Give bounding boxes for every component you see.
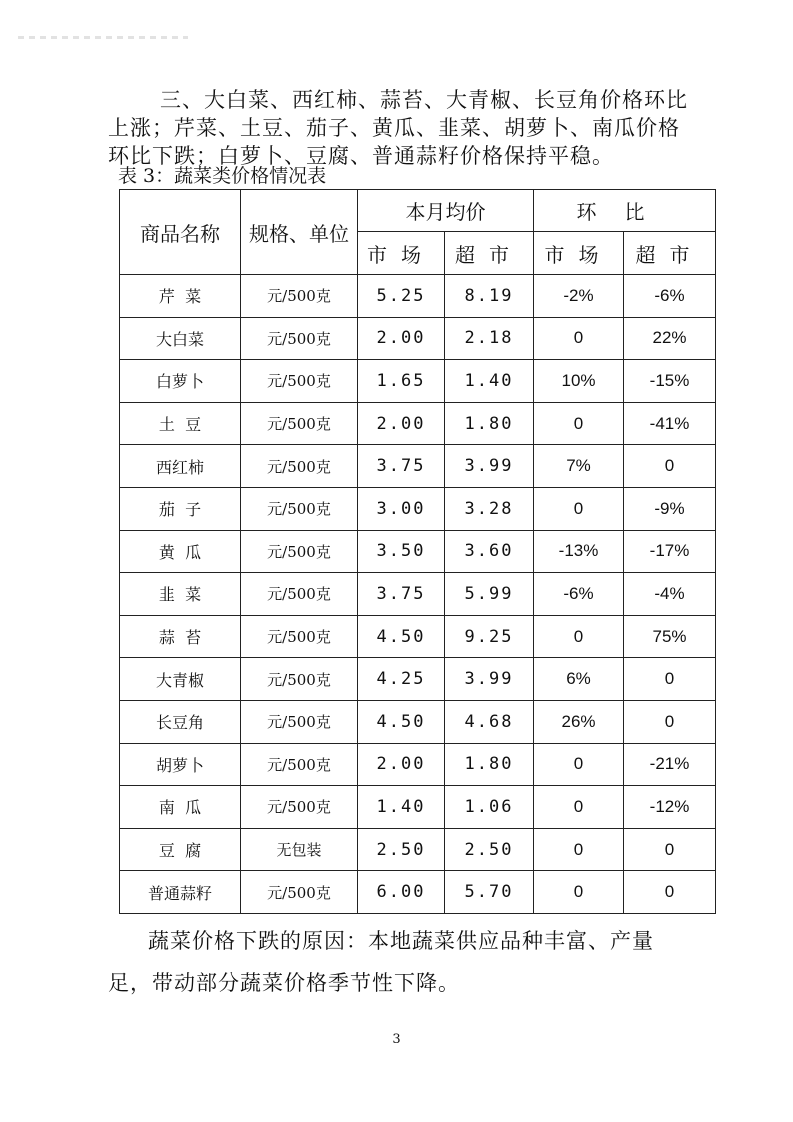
cell-mom-market: 10% — [534, 360, 624, 403]
cell-name: 韭 菜 — [120, 573, 241, 616]
table-row — [120, 275, 716, 318]
cell-avg-market: 3.00 — [358, 487, 445, 530]
table-row — [120, 700, 716, 743]
cell-avg-supermarket: 3.99 — [445, 445, 534, 488]
header-mom-market: 市场 — [534, 232, 624, 275]
cell-mom-market: 0 — [534, 615, 624, 658]
cell-mom-market: 0 — [534, 743, 624, 786]
cell-mom-supermarket: 75% — [624, 615, 716, 658]
cell-mom-supermarket: -4% — [624, 573, 716, 616]
cell-spec: 无包装 — [241, 828, 358, 871]
cell-spec: 元/500克 — [241, 786, 358, 829]
cell-name: 长豆角 — [120, 700, 241, 743]
cell-name: 胡萝卜 — [120, 743, 241, 786]
cell-avg-market: 4.50 — [358, 615, 445, 658]
cell-name: 豆 腐 — [120, 828, 241, 871]
cell-avg-market: 4.25 — [358, 658, 445, 701]
cell-avg-market: 2.00 — [358, 317, 445, 360]
cell-name: 土 豆 — [120, 402, 241, 445]
cell-avg-supermarket: 2.18 — [445, 317, 534, 360]
cell-mom-supermarket: 22% — [624, 317, 716, 360]
page-number: 3 — [392, 1032, 401, 1047]
cell-spec: 元/500克 — [241, 573, 358, 616]
cell-avg-supermarket: 4.68 — [445, 700, 534, 743]
cell-mom-market: 0 — [534, 786, 624, 829]
cell-avg-supermarket: 3.99 — [445, 658, 534, 701]
cell-spec: 元/500克 — [241, 487, 358, 530]
cell-mom-market: 7% — [534, 445, 624, 488]
cell-name: 西红柿 — [120, 445, 241, 488]
cell-avg-supermarket: 1.80 — [445, 402, 534, 445]
cell-avg-supermarket: 3.28 — [445, 487, 534, 530]
cell-mom-market: -6% — [534, 573, 624, 616]
cell-spec: 元/500克 — [241, 317, 358, 360]
cell-mom-supermarket: -21% — [624, 743, 716, 786]
cell-avg-market: 2.00 — [358, 743, 445, 786]
cell-mom-supermarket: 0 — [624, 828, 716, 871]
table-row — [120, 786, 716, 829]
table-body — [120, 275, 716, 914]
intro-paragraph: 三、大白菜、西红柿、蒜苔、大青椒、长豆角价格环比上涨；芹菜、土豆、茄子、黄瓜、韭菜、胡萝卜、南瓜价格环比下跌；白萝卜、豆腐、普通蒜籽价格保持平稳。 — [108, 88, 688, 168]
cell-spec: 元/500克 — [241, 871, 358, 914]
cell-mom-supermarket: -41% — [624, 402, 716, 445]
cell-name: 大青椒 — [120, 658, 241, 701]
cell-mom-supermarket: -6% — [624, 275, 716, 318]
cell-spec: 元/500克 — [241, 615, 358, 658]
table-row — [120, 487, 716, 530]
cell-avg-supermarket: 9.25 — [445, 615, 534, 658]
cell-avg-supermarket: 1.40 — [445, 360, 534, 403]
cell-mom-market: 0 — [534, 317, 624, 360]
cell-name: 南 瓜 — [120, 786, 241, 829]
cell-avg-supermarket: 5.70 — [445, 871, 534, 914]
cell-avg-market: 5.25 — [358, 275, 445, 318]
cell-mom-supermarket: -12% — [624, 786, 716, 829]
cell-name: 大白菜 — [120, 317, 241, 360]
table-row — [120, 573, 716, 616]
cell-avg-market: 2.00 — [358, 402, 445, 445]
cell-mom-supermarket: 0 — [624, 700, 716, 743]
scan-artifact — [18, 36, 188, 39]
cell-avg-supermarket: 1.80 — [445, 743, 534, 786]
cell-spec: 元/500克 — [241, 658, 358, 701]
table-row — [120, 871, 716, 914]
table-row — [120, 658, 716, 701]
cell-avg-supermarket: 8.19 — [445, 275, 534, 318]
cell-avg-market: 1.65 — [358, 360, 445, 403]
table-row — [120, 317, 716, 360]
cell-mom-market: 0 — [534, 828, 624, 871]
cell-mom-market: -13% — [534, 530, 624, 573]
cell-name: 蒜 苔 — [120, 615, 241, 658]
cell-mom-market: 0 — [534, 487, 624, 530]
cell-name: 茄 子 — [120, 487, 241, 530]
header-mom-supermarket: 超市 — [624, 232, 716, 275]
vegetable-price-table — [119, 189, 716, 914]
table-caption: 表 3：蔬菜类价格情况表 — [118, 165, 327, 187]
cell-name: 黄 瓜 — [120, 530, 241, 573]
cell-avg-supermarket: 1.06 — [445, 786, 534, 829]
table-row — [120, 402, 716, 445]
header-avg-supermarket: 超市 — [445, 232, 534, 275]
cell-avg-supermarket: 5.99 — [445, 573, 534, 616]
table-row — [120, 360, 716, 403]
table-row — [120, 530, 716, 573]
header-spec: 规格、单位 — [241, 190, 358, 275]
cell-mom-market: 6% — [534, 658, 624, 701]
cell-avg-market: 3.75 — [358, 573, 445, 616]
cell-mom-market: 0 — [534, 402, 624, 445]
cell-mom-supermarket: -17% — [624, 530, 716, 573]
cell-avg-market: 3.50 — [358, 530, 445, 573]
cell-spec: 元/500克 — [241, 700, 358, 743]
header-avg: 本月均价 — [358, 190, 534, 232]
cell-avg-supermarket: 3.60 — [445, 530, 534, 573]
cell-mom-supermarket: -9% — [624, 487, 716, 530]
table-row — [120, 615, 716, 658]
cell-mom-supermarket: 0 — [624, 445, 716, 488]
header-mom: 环比 — [534, 190, 716, 232]
cell-spec: 元/500克 — [241, 402, 358, 445]
cell-spec: 元/500克 — [241, 530, 358, 573]
reason-paragraph: 蔬菜价格下跌的原因：本地蔬菜供应品种丰富、产量足，带动部分蔬菜价格季节性下降。 — [108, 929, 654, 995]
cell-mom-supermarket: 0 — [624, 658, 716, 701]
cell-spec: 元/500克 — [241, 360, 358, 403]
cell-mom-market: 0 — [534, 871, 624, 914]
table-row — [120, 828, 716, 871]
cell-mom-market: 26% — [534, 700, 624, 743]
cell-avg-market: 6.00 — [358, 871, 445, 914]
cell-name: 白萝卜 — [120, 360, 241, 403]
cell-mom-supermarket: -15% — [624, 360, 716, 403]
cell-name: 芹 菜 — [120, 275, 241, 318]
header-avg-market: 市场 — [358, 232, 445, 275]
table-row — [120, 445, 716, 488]
cell-name: 普通蒜籽 — [120, 871, 241, 914]
cell-mom-supermarket: 0 — [624, 871, 716, 914]
table-row — [120, 743, 716, 786]
cell-avg-market: 1.40 — [358, 786, 445, 829]
cell-spec: 元/500克 — [241, 743, 358, 786]
cell-avg-market: 4.50 — [358, 700, 445, 743]
cell-mom-market: -2% — [534, 275, 624, 318]
cell-avg-market: 2.50 — [358, 828, 445, 871]
cell-avg-supermarket: 2.50 — [445, 828, 534, 871]
cell-avg-market: 3.75 — [358, 445, 445, 488]
cell-spec: 元/500克 — [241, 445, 358, 488]
cell-spec: 元/500克 — [241, 275, 358, 318]
header-name: 商品名称 — [120, 190, 241, 275]
